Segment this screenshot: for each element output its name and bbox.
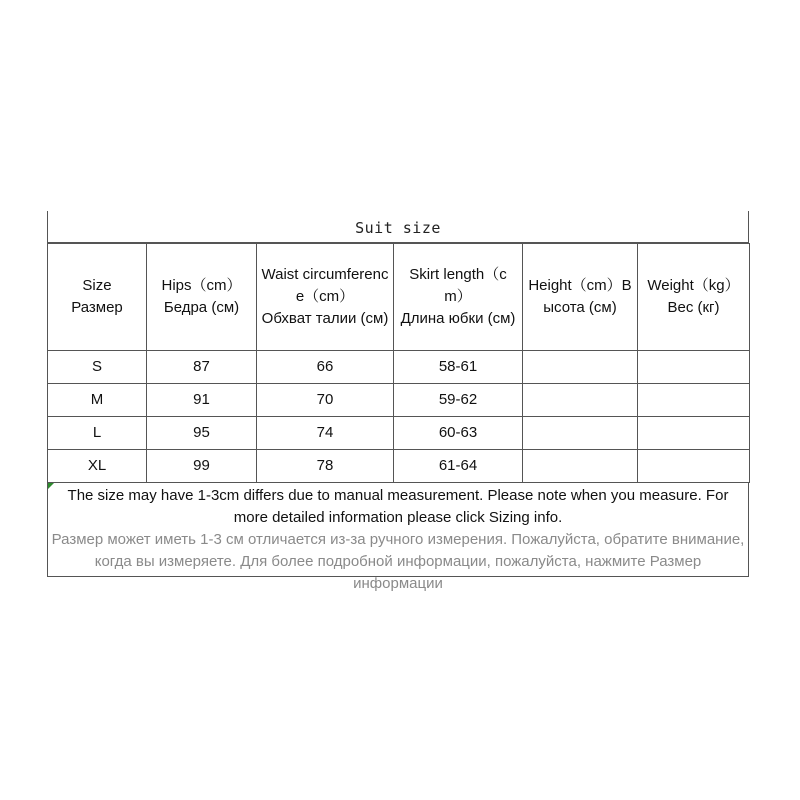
cell-height (523, 351, 638, 384)
cell-skirt-length: 59-62 (394, 384, 523, 417)
cell-size: XL (48, 450, 147, 483)
header-row (48, 244, 750, 351)
header-weight: Weight（kg） Вес (кг) (638, 244, 750, 351)
measurement-note (47, 483, 749, 592)
header-skirt-length: Skirt length（cm） Длина юбки (см) (394, 244, 523, 351)
cell-hips: 95 (147, 417, 257, 450)
cell-weight (638, 384, 750, 417)
cell-height (523, 417, 638, 450)
cell-waist: 74 (257, 417, 394, 450)
cell-size: S (48, 351, 147, 384)
cell-weight (638, 351, 750, 384)
size-table (47, 243, 750, 483)
cell-hips: 87 (147, 351, 257, 384)
table-row (48, 384, 750, 417)
cell-comment-marker (48, 483, 54, 489)
header-height: Height（cm）Высота (см) (523, 244, 638, 351)
cell-hips: 99 (147, 450, 257, 483)
cell-waist: 70 (257, 384, 394, 417)
table-row (48, 417, 750, 450)
cell-weight (638, 450, 750, 483)
cell-waist: 78 (257, 450, 394, 483)
note-english: The size may have 1-3cm differs due to manual measurement. Please note when you measure. For more detailed information please click Sizing info. (67, 487, 729, 526)
header-hips: Hips（cm） Бедра (см) (147, 244, 257, 351)
chart-title: Suit size (47, 211, 749, 243)
cell-skirt-length: 61-64 (394, 450, 523, 483)
header-waist: Waist circumference（cm） Обхват талии (см) (257, 244, 394, 351)
cell-size: L (48, 417, 147, 450)
cell-weight (638, 417, 750, 450)
cell-skirt-length: 58-61 (394, 351, 523, 384)
header-size: Size Размер (48, 244, 147, 351)
cell-size: M (48, 384, 147, 417)
cell-skirt-length: 60-63 (394, 417, 523, 450)
cell-height (523, 450, 638, 483)
note-russian: Размер может иметь 1-3 см отличается из-за ручного измерения. Пожалуйста, обратите внимание, когда вы измеряете. Для более подробной информации, пожалуйста, нажмите Размер информации (51, 531, 745, 592)
cell-hips: 91 (147, 384, 257, 417)
cell-waist: 66 (257, 351, 394, 384)
size-chart (47, 211, 749, 592)
cell-height (523, 384, 638, 417)
table-row (48, 351, 750, 384)
table-row (48, 450, 750, 483)
